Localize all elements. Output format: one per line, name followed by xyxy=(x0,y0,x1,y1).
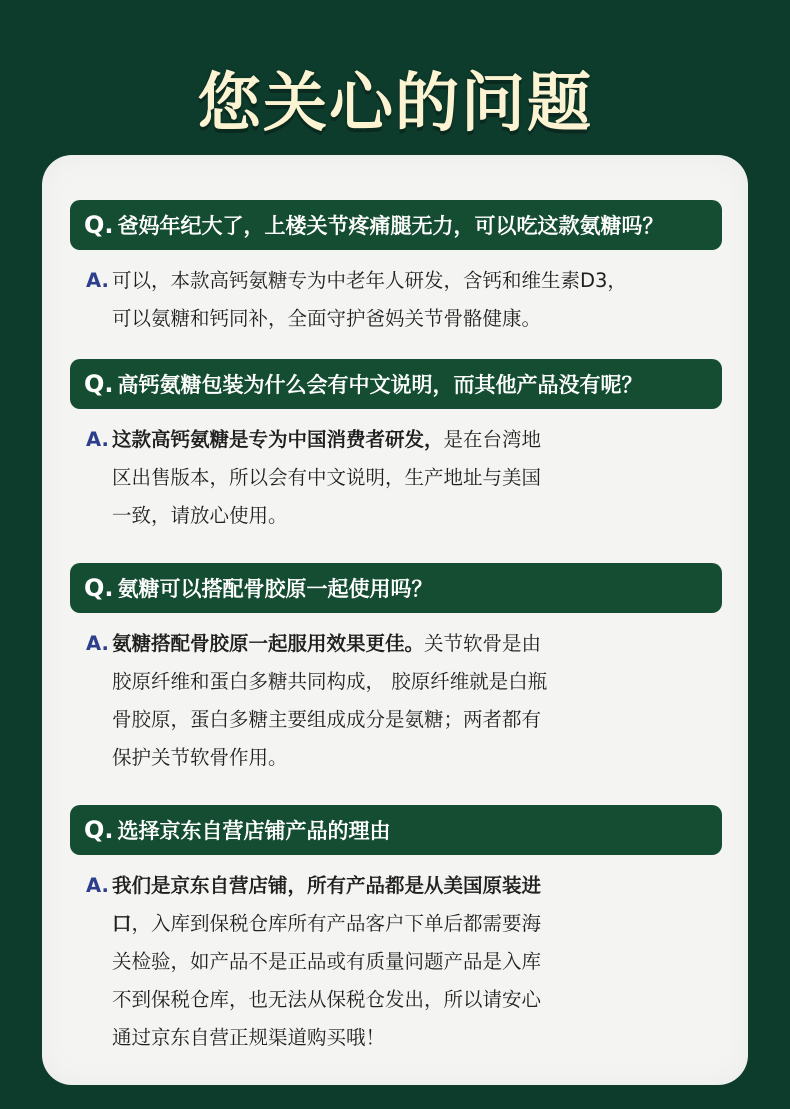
answer-prefix: A. xyxy=(86,874,109,897)
faq-item xyxy=(70,805,722,1057)
answer-line: 保护关节软骨作用。 xyxy=(112,746,288,769)
page-title: 您关心的问题 xyxy=(197,67,593,141)
answer-line: 关节软骨是由 xyxy=(424,632,542,655)
answer-line: 骨胶原，蛋白多糖主要组成成分是氨糖；两者都有 xyxy=(112,708,542,731)
question-bar xyxy=(70,359,722,409)
answer-highlight: 口 xyxy=(112,912,132,935)
question-text: 氨糖可以搭配骨胶原一起使用吗？ xyxy=(117,577,433,601)
answer-line: 区出售版本，所以会有中文说明，生产地址与美国 xyxy=(112,466,542,489)
question-text: 爸妈年纪大了，上楼关节疼痛腿无力，可以吃这款氨糖吗？ xyxy=(117,214,664,238)
answer-line: 可以氨糖和钙同补，全面守护爸妈关节骨骼健康。 xyxy=(112,307,542,330)
question-prefix: Q. xyxy=(84,211,114,239)
answer-line: 可以，本款高钙氨糖专为中老年人研发，含钙和维生素D3， xyxy=(112,269,627,292)
answer-line: 胶原纤维和蛋白多糖共同构成， 胶原纤维就是白瓶 xyxy=(112,670,548,693)
answer-line: 不到保税仓库，也无法从保税仓发出，所以请安心 xyxy=(112,988,542,1011)
answer xyxy=(70,421,722,535)
question-text: 高钙氨糖包装为什么会有中文说明，而其他产品没有呢？ xyxy=(117,373,643,397)
answer-prefix: A. xyxy=(86,632,109,655)
question-bar xyxy=(70,563,722,613)
question-bar xyxy=(70,805,722,855)
answer-line: 通过京东自营正规渠道购买哦！ xyxy=(112,1026,386,1049)
faq-item xyxy=(70,200,722,338)
answer-prefix: A. xyxy=(86,428,109,451)
question-text: 选择京东自营店铺产品的理由 xyxy=(117,819,391,843)
answer xyxy=(70,867,722,1057)
answer-highlight: 这款高钙氨糖是专为中国消费者研发， xyxy=(112,428,444,451)
question-bar xyxy=(70,200,722,250)
answer xyxy=(70,625,722,777)
answer-highlight: 氨糖搭配骨胶原一起服用效果更佳。 xyxy=(112,632,425,655)
question-prefix: Q. xyxy=(84,816,114,844)
answer-line: 一致，请放心使用。 xyxy=(112,504,288,527)
faq-card xyxy=(42,155,748,1085)
answer-prefix: A. xyxy=(86,269,109,292)
answer-line: 是在台湾地 xyxy=(443,428,542,451)
faq-item xyxy=(70,359,722,535)
faq-item xyxy=(70,563,722,777)
answer xyxy=(70,262,722,338)
question-prefix: Q. xyxy=(84,370,114,398)
question-prefix: Q. xyxy=(84,574,114,602)
answer-line: ，入库到保税仓库所有产品客户下单后都需要海 xyxy=(131,912,542,935)
answer-highlight: 我们是京东自营店铺，所有产品都是从美国原装进 xyxy=(112,874,542,897)
answer-line: 关检验，如产品不是正品或有质量问题产品是入库 xyxy=(112,950,542,973)
